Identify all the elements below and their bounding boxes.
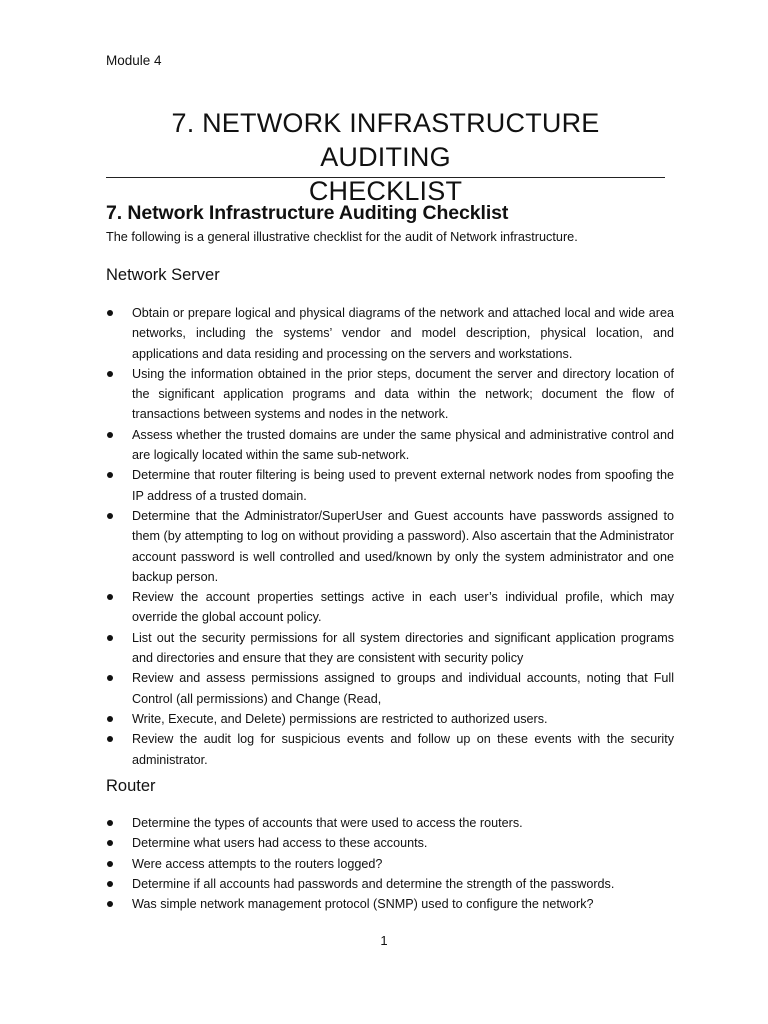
list-item (106, 813, 674, 833)
bullet-icon (107, 840, 113, 846)
list-item-text: Determine that the Administrator/SuperUser and Guest accounts have passwords assigned to them (by attempting to log on without providing a password). Also ascertain that the Administrator account password is well controlled and used/known by only the system administrator and one backup person. (132, 508, 674, 584)
network-server-heading: Network Server (106, 266, 220, 284)
list-item (106, 465, 674, 506)
list-item (106, 628, 674, 669)
list-item (106, 303, 674, 364)
bullet-icon (107, 861, 113, 867)
list-item-text: Assess whether the trusted domains are under the same physical and administrative control and are logically located within the same sub-network. (132, 427, 674, 463)
list-item (106, 587, 674, 628)
list-item (106, 874, 674, 894)
bullet-icon (107, 432, 113, 438)
router-list (106, 813, 674, 914)
bullet-icon (107, 594, 113, 600)
list-item (106, 668, 674, 709)
module-label: Module 4 (106, 53, 162, 68)
bullet-icon (107, 716, 113, 722)
list-item-text: Review the account properties settings active in each user’s individual profile, which may override the global account policy. (132, 590, 674, 625)
document-title (106, 106, 665, 208)
list-item-text: Using the information obtained in the prior steps, document the server and directory location of the significant application programs and data within the network; document the flow of transactions between systems and nodes in the network. (132, 366, 674, 422)
list-item-text: Determine the types of accounts that were used to access the routers. (132, 816, 523, 830)
list-item (106, 506, 674, 587)
network-server-list (106, 303, 674, 770)
list-item-text: Determine what users had access to these accounts. (132, 836, 428, 851)
router-heading: Router (106, 777, 156, 795)
list-item (106, 364, 674, 425)
list-item-text: Review the audit log for suspicious events and follow up on these events with the security administrator. (132, 732, 674, 767)
list-item (106, 894, 674, 914)
list-item-text: Determine if all accounts had passwords and determine the strength of the passwords. (132, 876, 615, 891)
bullet-icon (107, 310, 113, 316)
list-item-text: Were access attempts to the routers logged? (132, 856, 383, 871)
list-item (106, 709, 674, 729)
bullet-icon (107, 881, 113, 887)
list-item-text: Determine that router filtering is being used to prevent external network nodes from spoofing the IP address of a trusted domain. (132, 468, 674, 503)
section-heading: 7. Network Infrastructure Auditing Checklist (106, 202, 509, 224)
list-item (106, 833, 674, 853)
list-item-text: Write, Execute, and Delete) permissions are restricted to authorized users. (132, 711, 548, 726)
bullet-icon (107, 513, 113, 519)
list-item-text: List out the security permissions for all system directories and significant application programs and directories and ensure that they are consistent with security policy (132, 630, 674, 666)
bullet-icon (107, 635, 113, 641)
bullet-icon (107, 371, 113, 377)
list-item-text: Obtain or prepare logical and physical diagrams of the network and attached local and wide area networks, including the systems’ vendor and model description, physical location, and applications and data residing and processing on the servers and workstations. (132, 306, 674, 361)
bullet-icon (107, 901, 113, 907)
title-divider (106, 177, 665, 178)
section-intro: The following is a general illustrative checklist for the audit of Network infrastructure. (106, 230, 578, 244)
bullet-icon (107, 675, 113, 681)
document-title-line2: CHECKLIST (308, 176, 463, 206)
page-number: 1 (380, 933, 388, 948)
bullet-icon (107, 736, 113, 742)
list-item (106, 729, 674, 770)
bullet-icon (107, 820, 113, 826)
list-item (106, 425, 674, 466)
list-item (106, 854, 674, 874)
bullet-icon (107, 472, 113, 478)
list-item-text: Review and assess permissions assigned to groups and individual accounts, noting that Full Control (all permissions) and Change (Read, (132, 671, 674, 706)
list-item-text: Was simple network management protocol (SNMP) used to configure the network? (132, 897, 594, 912)
document-title-line1: 7. NETWORK INFRASTRUCTURE AUDITING (171, 108, 600, 172)
